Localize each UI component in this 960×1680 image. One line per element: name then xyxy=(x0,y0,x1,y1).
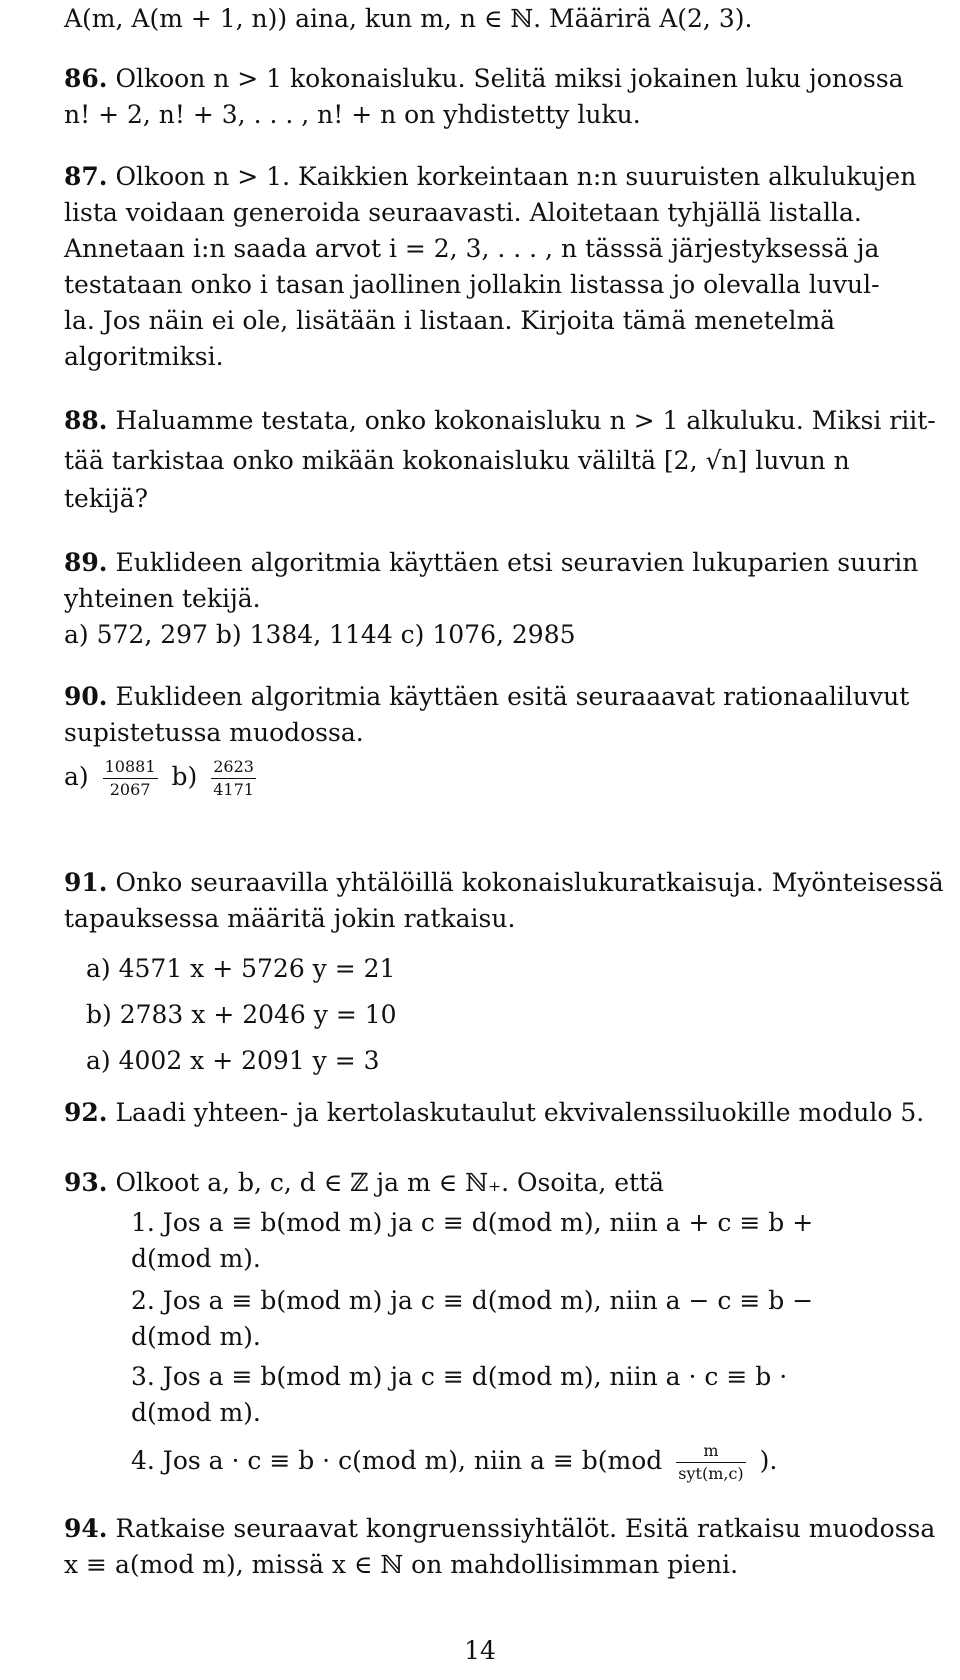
line-text: n! + 2, n! + 3, . . . , n! + n on yhdistetty luku. xyxy=(64,100,641,129)
text-line xyxy=(131,1322,261,1352)
line-text: a) 572, 297 b) 1384, 1144 c) 1076, 2985 xyxy=(64,620,576,649)
text-line xyxy=(64,1550,738,1580)
line-text: Olkoot a, b, c, d ∈ ℤ ja m ∈ ℕ₊. Osoita, että xyxy=(115,1168,665,1197)
line-text: Euklideen algoritmia käyttäen etsi seuravien lukuparien suurin xyxy=(115,548,919,577)
text-line xyxy=(64,584,261,614)
line-text: la. Jos näin ei ole, lisätään i listaan. Kirjoita tämä menetelmä xyxy=(64,306,836,335)
line-text: Haluamme testata, onko kokonaisluku n > 1 alkuluku. Miksi riit- xyxy=(115,406,936,435)
line-text: x ≡ a(mod m), missä x ∈ ℕ on mahdollisimman pieni. xyxy=(64,1550,739,1579)
item-label: b) xyxy=(171,762,198,791)
fraction-numerator: 10881 xyxy=(103,756,158,779)
line-text: Olkoon n > 1. Kaikkien korkeintaan n:n suuruisten alkulukujen xyxy=(115,162,917,191)
exercise-number: 93. xyxy=(64,1168,108,1197)
text-line xyxy=(64,234,879,264)
text-line xyxy=(64,270,880,300)
line-text: 1. Jos a ≡ b(mod m) ja c ≡ d(mod m), niin a + c ≡ b + xyxy=(131,1208,814,1237)
item-label: a) xyxy=(64,762,89,791)
line-text: testataan onko i tasan jaollinen jollakin listassa jo olevalla luvul- xyxy=(64,270,880,299)
equation-text: a) 4571 x + 5726 y = 21 xyxy=(86,954,396,983)
line-text: 4. Jos a · c ≡ b · c(mod m), niin a ≡ b(mod xyxy=(131,1446,663,1475)
line-text: tekijä? xyxy=(64,484,149,513)
exercise-number: 92. xyxy=(64,1098,108,1127)
equation-line xyxy=(86,954,395,984)
line-text: tää tarkistaa onko mikään kokonaisluku väliltä [2, √n] luvun n xyxy=(64,446,850,475)
exercise-number: 90. xyxy=(64,682,108,711)
list-item xyxy=(131,1440,777,1485)
page-number: 14 xyxy=(464,1636,496,1665)
exercise-87 xyxy=(64,162,916,192)
exercise-94 xyxy=(64,1514,935,1544)
line-text: Euklideen algoritmia käyttäen esitä seuraaavat rationaaliluvut xyxy=(115,682,910,711)
list-item xyxy=(131,1208,813,1238)
line-text: Laadi yhteen- ja kertolaskutaulut ekvivalenssiluokille modulo 5. xyxy=(115,1098,925,1127)
line-text: Annetaan i:n saada arvot i = 2, 3, . . . , n tässsä järjestyksessä ja xyxy=(64,234,880,263)
list-item xyxy=(131,1286,813,1316)
line-text: d(mod m). xyxy=(131,1398,261,1427)
text-line xyxy=(64,620,576,650)
equation-text: b) 2783 x + 2046 y = 10 xyxy=(86,1000,397,1029)
fraction xyxy=(676,1440,745,1485)
text-line xyxy=(64,718,364,748)
text-line xyxy=(131,1244,261,1274)
text-line xyxy=(64,306,835,336)
line-text: 3. Jos a ≡ b(mod m) ja c ≡ d(mod m), niin a · c ≡ b · xyxy=(131,1362,788,1391)
line-text: lista voidaan generoida seuraavasti. Aloitetaan tyhjällä listalla. xyxy=(64,198,862,227)
exercise-number: 86. xyxy=(64,64,108,93)
line-text: A(m, A(m + 1, n)) aina, kun m, n ∈ ℕ. Määrirä A(2, 3). xyxy=(64,4,753,33)
line-text: 2. Jos a ≡ b(mod m) ja c ≡ d(mod m), niin a − c ≡ b − xyxy=(131,1286,814,1315)
exercise-number: 88. xyxy=(64,406,108,435)
exercise-89 xyxy=(64,548,918,578)
exercise-88 xyxy=(64,406,936,436)
line-text: Olkoon n > 1 kokonaisluku. Selitä miksi jokainen luku jonossa xyxy=(115,64,904,93)
text-line xyxy=(64,100,641,130)
equation-line xyxy=(86,1046,380,1076)
exercise-91 xyxy=(64,868,944,898)
text-line xyxy=(64,446,850,476)
fraction-numerator: m xyxy=(676,1440,745,1463)
line-text: tapauksessa määritä jokin ratkaisu. xyxy=(64,904,516,933)
exercise-number: 94. xyxy=(64,1514,108,1543)
line-text: ). xyxy=(759,1446,778,1475)
fraction-denominator: 4171 xyxy=(213,780,254,799)
line-text: yhteinen tekijä. xyxy=(64,584,261,613)
line-text: Onko seuraavilla yhtälöillä kokonaislukuratkaisuja. Myönteisessä xyxy=(115,868,944,897)
fraction xyxy=(103,756,158,801)
line-text: algoritmiksi. xyxy=(64,342,224,371)
line-text: d(mod m). xyxy=(131,1244,261,1273)
line-text: Ratkaise seuraavat kongruenssiyhtälöt. Esitä ratkaisu muodossa xyxy=(115,1514,936,1543)
text-line xyxy=(64,342,224,372)
text-line xyxy=(131,1398,261,1428)
text-line xyxy=(64,198,862,228)
exercise-number: 87. xyxy=(64,162,108,191)
fraction-denominator: 2067 xyxy=(109,780,151,799)
list-item xyxy=(131,1362,787,1392)
exercise-93 xyxy=(64,1168,664,1198)
text-line xyxy=(64,904,515,934)
line-text: supistetussa muodossa. xyxy=(64,718,364,747)
equation-line xyxy=(86,1000,397,1030)
fraction-row xyxy=(64,756,262,801)
exercise-86 xyxy=(64,64,904,94)
fraction-numerator: 2623 xyxy=(211,756,256,779)
fraction xyxy=(211,756,256,801)
exercise-number: 91. xyxy=(64,868,108,897)
line-text: d(mod m). xyxy=(131,1322,261,1351)
exercise-90 xyxy=(64,682,909,712)
fraction-denominator: syt(m,c) xyxy=(678,1464,744,1483)
text-line xyxy=(64,484,148,514)
text-line xyxy=(64,4,752,34)
exercise-92 xyxy=(64,1098,924,1128)
exercise-number: 89. xyxy=(64,548,108,577)
equation-text: a) 4002 x + 2091 y = 3 xyxy=(86,1046,380,1075)
